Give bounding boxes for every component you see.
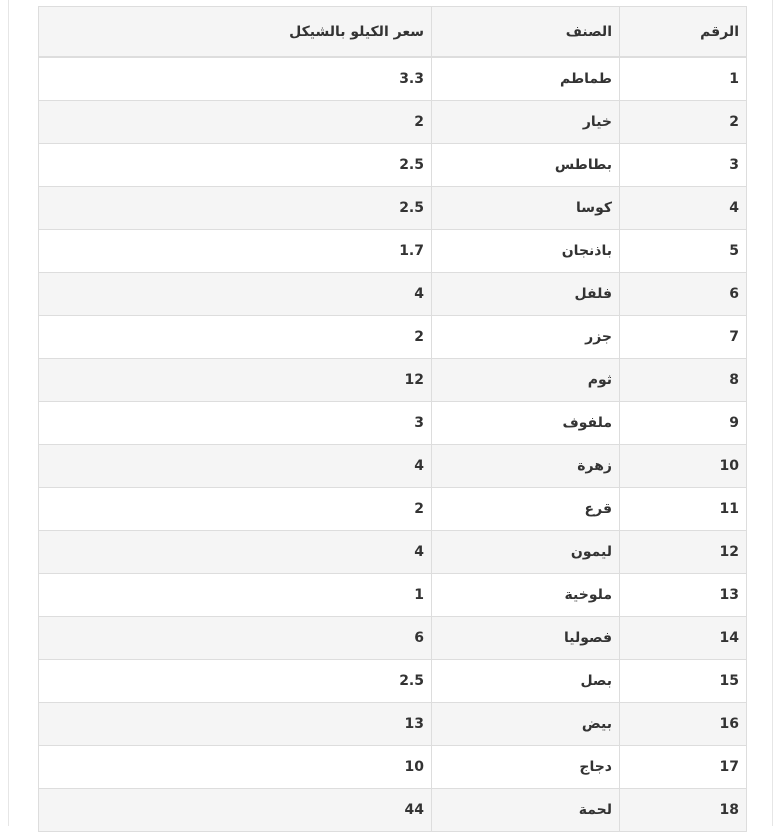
table-row — [39, 273, 747, 316]
row-number: 2 — [620, 101, 747, 144]
row-number: 13 — [620, 574, 747, 617]
table-row — [39, 316, 747, 359]
row-price: 6 — [39, 617, 432, 660]
table-row — [39, 531, 747, 574]
row-number: 5 — [620, 230, 747, 273]
row-item: فلفل — [432, 273, 620, 316]
row-price: 3 — [39, 402, 432, 445]
row-number: 12 — [620, 531, 747, 574]
row-item: بصل — [432, 660, 620, 703]
row-price: 3.3 — [39, 57, 432, 101]
row-item: لحمة — [432, 789, 620, 832]
table-row — [39, 789, 747, 832]
row-price: 1 — [39, 574, 432, 617]
row-item: ثوم — [432, 359, 620, 402]
table-header — [39, 7, 747, 58]
table-row — [39, 574, 747, 617]
row-price: 4 — [39, 531, 432, 574]
row-price: 1.7 — [39, 230, 432, 273]
row-number: 18 — [620, 789, 747, 832]
price-table — [38, 6, 747, 832]
table-row — [39, 230, 747, 273]
row-number: 10 — [620, 445, 747, 488]
row-number: 15 — [620, 660, 747, 703]
row-item: ملوخية — [432, 574, 620, 617]
header-number: الرقم — [620, 7, 747, 58]
table-row — [39, 746, 747, 789]
row-number: 6 — [620, 273, 747, 316]
row-item: فصوليا — [432, 617, 620, 660]
table-row — [39, 144, 747, 187]
row-price: 2.5 — [39, 660, 432, 703]
row-number: 9 — [620, 402, 747, 445]
row-number: 14 — [620, 617, 747, 660]
row-price: 2 — [39, 488, 432, 531]
table-row — [39, 57, 747, 101]
row-item: دجاج — [432, 746, 620, 789]
row-item: بيض — [432, 703, 620, 746]
row-price: 10 — [39, 746, 432, 789]
table-row — [39, 660, 747, 703]
table-body — [39, 57, 747, 832]
table-row — [39, 101, 747, 144]
row-item: ملفوف — [432, 402, 620, 445]
table-row — [39, 617, 747, 660]
row-number: 16 — [620, 703, 747, 746]
table-row — [39, 488, 747, 531]
row-item: باذنجان — [432, 230, 620, 273]
table-row — [39, 187, 747, 230]
row-number: 17 — [620, 746, 747, 789]
row-item: خيار — [432, 101, 620, 144]
row-price: 13 — [39, 703, 432, 746]
row-number: 11 — [620, 488, 747, 531]
table-row — [39, 703, 747, 746]
header-item: الصنف — [432, 7, 620, 58]
row-price: 4 — [39, 445, 432, 488]
header-price: سعر الكيلو بالشيكل — [39, 7, 432, 58]
row-item: ليمون — [432, 531, 620, 574]
row-price: 2.5 — [39, 187, 432, 230]
row-item: كوسا — [432, 187, 620, 230]
row-price: 2 — [39, 101, 432, 144]
row-price: 44 — [39, 789, 432, 832]
row-item: جزر — [432, 316, 620, 359]
row-number: 8 — [620, 359, 747, 402]
row-item: زهرة — [432, 445, 620, 488]
table-row — [39, 402, 747, 445]
row-item: طماطم — [432, 57, 620, 101]
row-item: بطاطس — [432, 144, 620, 187]
row-price: 4 — [39, 273, 432, 316]
row-number: 3 — [620, 144, 747, 187]
table-row — [39, 445, 747, 488]
row-price: 2.5 — [39, 144, 432, 187]
table-row — [39, 359, 747, 402]
row-number: 7 — [620, 316, 747, 359]
row-price: 2 — [39, 316, 432, 359]
header-row — [39, 7, 747, 58]
row-price: 12 — [39, 359, 432, 402]
row-number: 4 — [620, 187, 747, 230]
row-number: 1 — [620, 57, 747, 101]
row-item: قرع — [432, 488, 620, 531]
